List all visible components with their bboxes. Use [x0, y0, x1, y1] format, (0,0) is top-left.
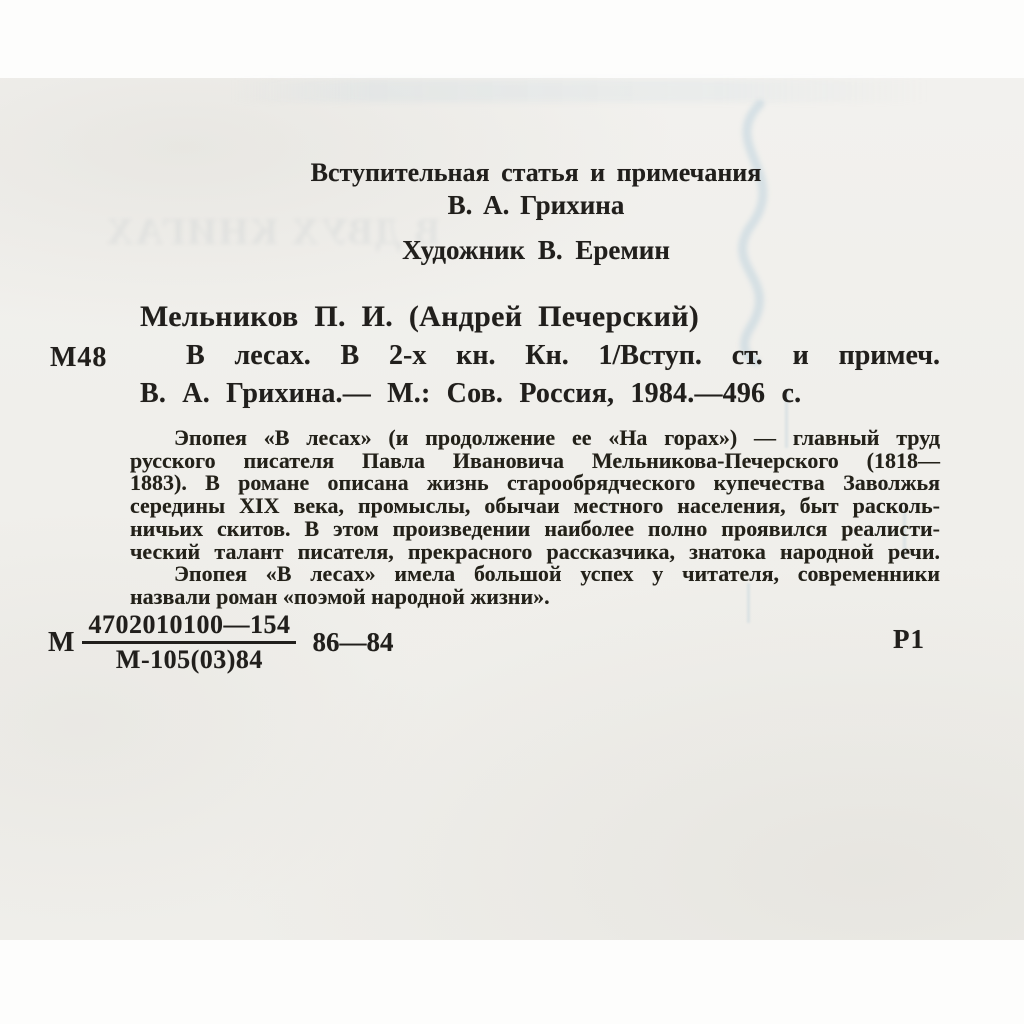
annotation-line: ческий талант писателя, прекрасного рассказчика, знатока народной речи.: [130, 538, 940, 564]
showthrough-ornament-icon: [690, 96, 820, 366]
annotation-line: назвали роман «поэмой народной жизни».: [130, 583, 550, 609]
imprint-letter: М: [48, 626, 75, 658]
catalog-author-line: Мельников П. И. (Андрей Печерский): [140, 300, 700, 333]
paper-page: [0, 78, 1024, 940]
artist-credit-line: Художник В. Еремин: [402, 235, 670, 265]
showthrough-band: [230, 80, 930, 102]
imprint-block: [48, 610, 393, 675]
annotation-line: ничьих скитов. В этом произведении наиболее полно проявился реалисти-: [130, 515, 940, 541]
annotation-line: 1883). В романе описана жизнь старообрядческого купечества Заволжья: [130, 470, 940, 496]
showthrough-text: В ДВУХ КНИГАХ: [104, 211, 440, 253]
annotation-line: Эпопея «В лесах» имела большой успех у читателя, современники: [174, 561, 940, 587]
catalog-entry-line-1: В лесах. В 2-х кн. Кн. 1/Вступ. ст. и примеч.: [186, 340, 940, 371]
intro-credit-line: Вступительная статья и примечания: [310, 158, 762, 187]
catalog-entry-line-2: В. А. Грихина.— М.: Сов. Россия, 1984.—496 с.: [140, 378, 802, 409]
imprint-edition-code: 86—84: [312, 627, 394, 657]
annotation-line: русского писателя Павла Ивановича Мельникова-Печерского (1818—: [130, 447, 940, 473]
imprint-numerator: 4702010100—154: [82, 610, 296, 644]
imprint-fraction: [82, 610, 296, 675]
annotation-paragraph: [130, 427, 940, 609]
intro-credit-name: В. А. Грихина: [447, 190, 625, 220]
classification-code: М48: [50, 342, 108, 373]
imprint-denominator: М-105(03)84: [115, 645, 263, 674]
category-code: Р1: [893, 624, 925, 654]
annotation-line: середины XIX века, промыслы, обычаи местного населения, быт расколь-: [130, 493, 940, 519]
annotation-line: Эпопея «В лесах» (и продолжение ее «На горах») — главный труд: [174, 425, 940, 450]
